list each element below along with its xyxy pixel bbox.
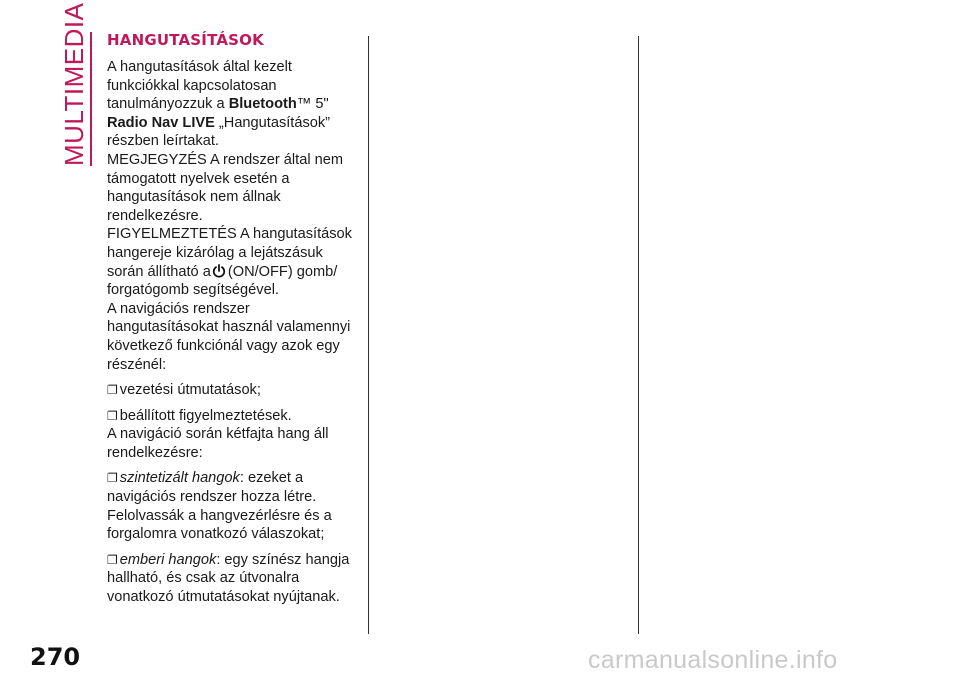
section-side-tab [57,2,91,166]
bullet-box-icon: ❐ [107,383,118,398]
intro-bold-1: Bluetooth [228,96,297,113]
intro-text-1: A hangutasítások által kezelt funkciókkal kapcsolatosan tanulmányozzuk a [107,59,292,113]
bullet-box-icon: ❐ [107,408,118,423]
list-item-text: : ezeket a navigációs rendszer hozza létre. Felolvassák a hangvezérlésre és a forgalomra vonatkozó válaszokat; [107,470,332,543]
list-item [107,469,362,543]
section-rule [90,32,92,166]
list-item [107,407,362,426]
intro-text-3: „Hangutasítások” részben leírtakat. [107,114,331,150]
warning-text-2: (ON/OFF) gomb/ forgatógomb segítségével. [107,263,338,299]
main-column [107,30,362,607]
list-item-text: : egy színész hangja hallható, és csak az útvonalra vonatkozó útmutatásokat nyújtanak. [107,551,350,606]
list-item-text: beállított figyelmeztetések. [119,407,292,424]
nav-intro-paragraph: A navigációs rendszer hangutasításokat használ valamennyi következő funkciónál vagy azok egy részénél: [107,300,351,373]
list-item [107,551,362,607]
power-icon [212,264,226,278]
note-paragraph: MEGJEGYZÉS A rendszer által nem támogatott nyelvek esetén a hangutasítások nem állnak rendelkezésre. [107,151,344,224]
column-divider-2 [638,36,639,634]
intro-paragraph [107,58,362,151]
list-item-term: szintetizált hangok [119,470,240,487]
bullet-box-icon: ❐ [107,471,118,486]
nav-sounds-paragraph: A navigáció során kétfajta hang áll rendelkezésre: [107,426,329,461]
bullet-box-icon: ❐ [107,552,118,567]
section-label: MULTIMEDIA [59,2,89,166]
list-item-term: emberi hangok [119,551,217,568]
warning-text-1: FIGYELMEZTETÉS A hangutasítások hangereje kizárólag a lejátszásuk során állítható a [107,226,352,280]
intro-bold-2: Radio Nav LIVE [107,114,215,131]
column-divider-1 [368,36,369,634]
list-item [107,381,362,400]
warning-paragraph [107,225,362,299]
intro-text-2: ™ 5" [296,96,329,113]
section-heading: HANGUTASÍTÁSOK [107,31,264,49]
page-number: 270 [30,643,81,671]
list-item-text: vezetési útmutatások; [119,382,261,399]
watermark: carmanualsonline.info [588,646,838,674]
